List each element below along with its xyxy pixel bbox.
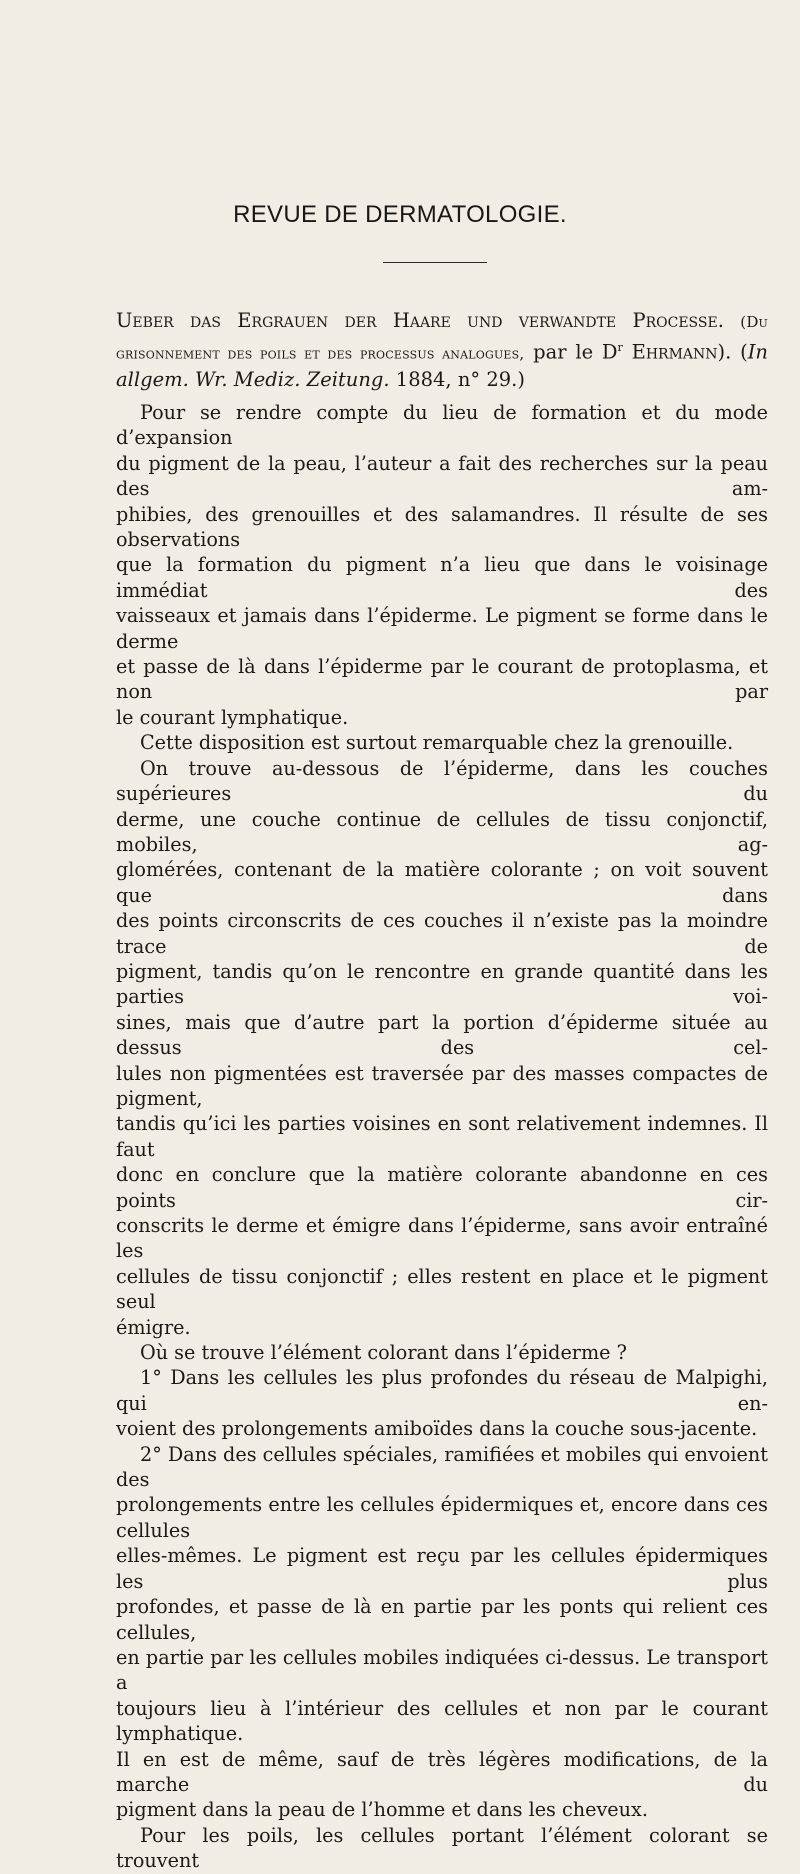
body-line: derme, une couche continue de cellules de tissu conjonctif, mobiles, ag- bbox=[116, 807, 768, 856]
title-author-prefix-sup: r bbox=[617, 341, 623, 354]
body-line: sines, mais que d’autre part la portion d’épiderme située au dessus des cel- bbox=[116, 1010, 768, 1060]
page-header: REVUE DE DERMATOLOGIE. bbox=[233, 201, 567, 228]
body-line: prolongements entre les cellules épidermiques et, encore dans ces cellules bbox=[116, 1493, 768, 1542]
article-body bbox=[116, 400, 768, 1874]
body-line: cellules de tissu conjonctif ; elles restent en place et le pigment seul bbox=[116, 1264, 768, 1314]
body-line: vaisseaux et jamais dans l’épiderme. Le pigment se forme dans le derme bbox=[116, 604, 768, 653]
body-line: émigre. bbox=[116, 1315, 191, 1339]
title-author-prefix: par le D bbox=[533, 340, 618, 364]
body-line: phibies, des grenouilles et des salamandres. Il résulte de ses observations bbox=[116, 502, 768, 552]
body-line: du pigment de la peau, l’auteur a fait des recherches sur la peau des am- bbox=[116, 451, 768, 501]
body-line: le courant lymphatique. bbox=[116, 705, 349, 729]
body-line: en partie par les cellules mobiles indiquées ci-dessus. Le transport a bbox=[116, 1645, 768, 1695]
body-line: On trouve au-dessous de l’épiderme, dans les couches supérieures du bbox=[116, 756, 768, 806]
body-line: elles-mêmes. Le pigment est reçu par les cellules épidermiques les plus bbox=[116, 1544, 768, 1593]
body-line: glomérées, contenant de la matière colorante ; on voit souvent que dans bbox=[116, 858, 768, 907]
body-line: 2° Dans des cellules spéciales, ramifiées et mobiles qui envoient des bbox=[116, 1442, 768, 1492]
body-line: Cette disposition est surtout remarquable chez la grenouille. bbox=[140, 731, 734, 755]
title-ref: 1884, n° 29.) bbox=[389, 367, 525, 391]
body-line: profondes, et passe de là en partie par les ponts qui relient ces cellules, bbox=[116, 1595, 768, 1644]
body-line: 1° Dans les cellules les plus profondes du réseau de Malpighi, qui en- bbox=[116, 1366, 768, 1415]
body-line: que la formation du pigment n’a lieu que dans le voisinage immédiat des bbox=[116, 553, 768, 602]
body-line: et passe de là dans l’épiderme par le courant de protoplasma, et non par bbox=[116, 655, 768, 704]
header-rule bbox=[383, 262, 487, 263]
title-source: In allgem. Wr. Mediz. Zeitung. bbox=[116, 340, 768, 391]
body-line: Pour se rendre compte du lieu de formation et du mode d’expansion bbox=[116, 401, 768, 450]
body-line: Où se trouve l’élément colorant dans l’épiderme ? bbox=[140, 1341, 627, 1365]
body-line: toujours lieu à l’intérieur des cellules et non par le courant lymphatique. bbox=[116, 1696, 768, 1746]
body-line: donc en conclure que la matière colorante abandonne en ces points cir- bbox=[116, 1163, 768, 1212]
title-author: Ehrmann bbox=[631, 340, 718, 364]
title-sep: ). ( bbox=[717, 340, 748, 364]
body-line: des points circonscrits de ces couches il n’existe pas la moindre trace de bbox=[116, 909, 768, 958]
body-line: Pour les poils, les cellules portant l’élément colorant se trouvent bbox=[116, 1823, 768, 1873]
body-line: voient des prolongements amiboïdes dans la couche sous-jacente. bbox=[116, 1417, 758, 1441]
title-french: (Du grisonnement des poils et des processus analogues, bbox=[116, 313, 769, 363]
body-line: pigment, tandis qu’on le rencontre en grande quantité dans les parties voi- bbox=[116, 959, 768, 1009]
body-line: pigment dans la peau de l’homme et dans les cheveux. bbox=[116, 1798, 648, 1822]
article-title bbox=[116, 308, 768, 392]
body-line: Il en est de même, sauf de très légères modifications, de la marche du bbox=[116, 1747, 768, 1796]
body-line: lules non pigmentées est traversée par des masses compactes de pigment, bbox=[116, 1061, 768, 1110]
body-line: conscrits le derme et émigre dans l’épiderme, sans avoir entraîné les bbox=[116, 1214, 768, 1263]
body-line: tandis qu’ici les parties voisines en sont relativement indemnes. Il faut bbox=[116, 1112, 768, 1161]
title-german: Ueber das Ergrauen der Haare und verwandte Processe. bbox=[116, 309, 724, 332]
